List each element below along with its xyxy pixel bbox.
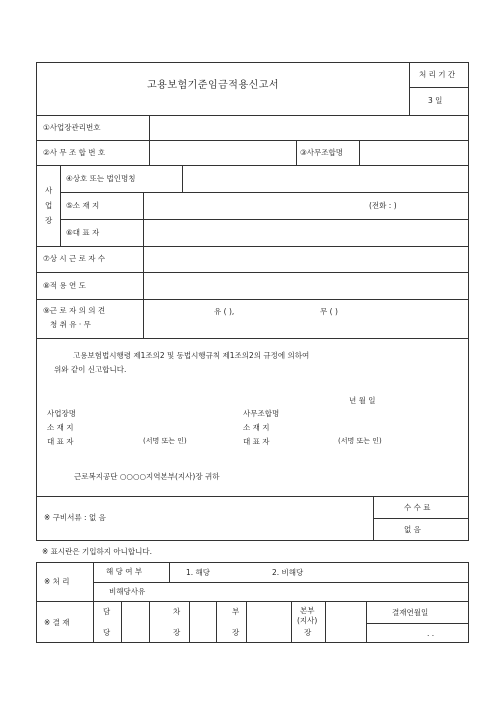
union-name-label-2: 사무조합명 — [243, 409, 280, 418]
form-title: 고용보험기준임금적용신고서 — [147, 80, 280, 91]
company-name-label: ④상호 또는 법인명칭 — [66, 174, 136, 183]
approval-head-2: (지사) — [297, 616, 318, 625]
business-group-char-1: 사 — [45, 186, 53, 195]
decision-date-label: 결재연월일 — [392, 608, 429, 617]
union-number-input[interactable] — [150, 141, 295, 164]
applicant-address-label: 소 재 지 — [47, 423, 74, 432]
fee-value: 없 음 — [404, 525, 421, 534]
reason-label: 비해당사유 — [109, 587, 146, 596]
approval-manager-1: 부 — [232, 607, 240, 616]
process-label: ※ 처 리 — [44, 577, 70, 586]
applicant-rep-label: 대 표 자 — [47, 437, 74, 446]
opinion-no[interactable]: 무 ( ) — [320, 307, 338, 316]
approval-head-1: 본부 — [300, 606, 315, 615]
approval-deputy-1: 차 — [173, 607, 181, 616]
employee-count-label: ⑦상 시 근 로 자 수 — [43, 254, 106, 263]
phone-text: (전화 : ) — [369, 201, 397, 210]
opinion-label-2: 청 취 유 · 무 — [50, 320, 91, 329]
option-not-applicable[interactable]: 2. 비해당 — [272, 568, 304, 577]
opinion-yes[interactable]: 유 ( ), — [214, 307, 235, 316]
decision-date-value[interactable]: . . — [427, 629, 435, 638]
approval-staff-2: 당 — [103, 628, 111, 637]
representative-label: ⑥대 표 자 — [66, 228, 100, 237]
union-sign[interactable]: (서명 또는 인) — [338, 437, 382, 445]
approval-head-3: 장 — [304, 628, 312, 637]
approval-staff-1: 담 — [103, 607, 111, 616]
addressee: 근로복지공단 ○○○○지역본부(지사)장 귀하 — [74, 472, 220, 481]
applicable-label: 해 당 여 부 — [106, 567, 143, 576]
union-rep-label: 대 표 자 — [243, 437, 270, 446]
opinion-label-1: ⑨근 로 자 의 의 견 — [43, 306, 106, 315]
fee-label: 수 수 료 — [404, 503, 431, 512]
union-name-label: ③사무조합명 — [300, 148, 343, 157]
declaration-date[interactable]: 년 월 일 — [349, 396, 376, 405]
union-name-input[interactable] — [360, 141, 468, 164]
approval-manager-2: 장 — [232, 628, 240, 637]
applicant-sign[interactable]: (서명 또는 인) — [143, 437, 187, 445]
applicable-year-label: ⑧적 용 연 도 — [43, 281, 86, 290]
required-docs: ※ 구비서류 : 없 음 — [44, 513, 106, 522]
period-value: 3 일 — [428, 96, 443, 105]
applicable-year-input[interactable] — [144, 273, 468, 298]
employee-count-input[interactable] — [144, 247, 468, 271]
representative-input[interactable] — [144, 220, 468, 245]
applicant-name-label: 사업장명 — [47, 409, 76, 418]
declaration-line-2: 위와 같이 신고합니다. — [54, 365, 127, 374]
office-table — [36, 562, 469, 643]
business-group-char-2: 업 — [45, 201, 53, 210]
union-number-label: ②사 무 조 합 번 호 — [43, 148, 106, 157]
approval-deputy-2: 장 — [173, 628, 181, 637]
office-note: ※ 표시란은 기입하지 아니합니다. — [42, 547, 153, 556]
address-input[interactable] — [144, 193, 364, 218]
business-number-input[interactable] — [150, 116, 468, 139]
period-label: 처 리 기 간 — [419, 70, 456, 79]
address-label: ⑤소 재 지 — [66, 201, 100, 210]
company-name-input[interactable] — [183, 166, 468, 191]
option-applicable[interactable]: 1. 해당 — [186, 568, 211, 577]
business-group-char-3: 장 — [45, 216, 53, 225]
declaration-line-1: 고용보험법시행령 제1조의2 및 동법시행규칙 제1조의2의 규정에 의하여 — [73, 351, 310, 360]
business-number-label: ①사업장관리번호 — [43, 123, 101, 132]
union-address-label: 소 재 지 — [243, 423, 270, 432]
approval-label: ※ 결 재 — [44, 618, 70, 627]
